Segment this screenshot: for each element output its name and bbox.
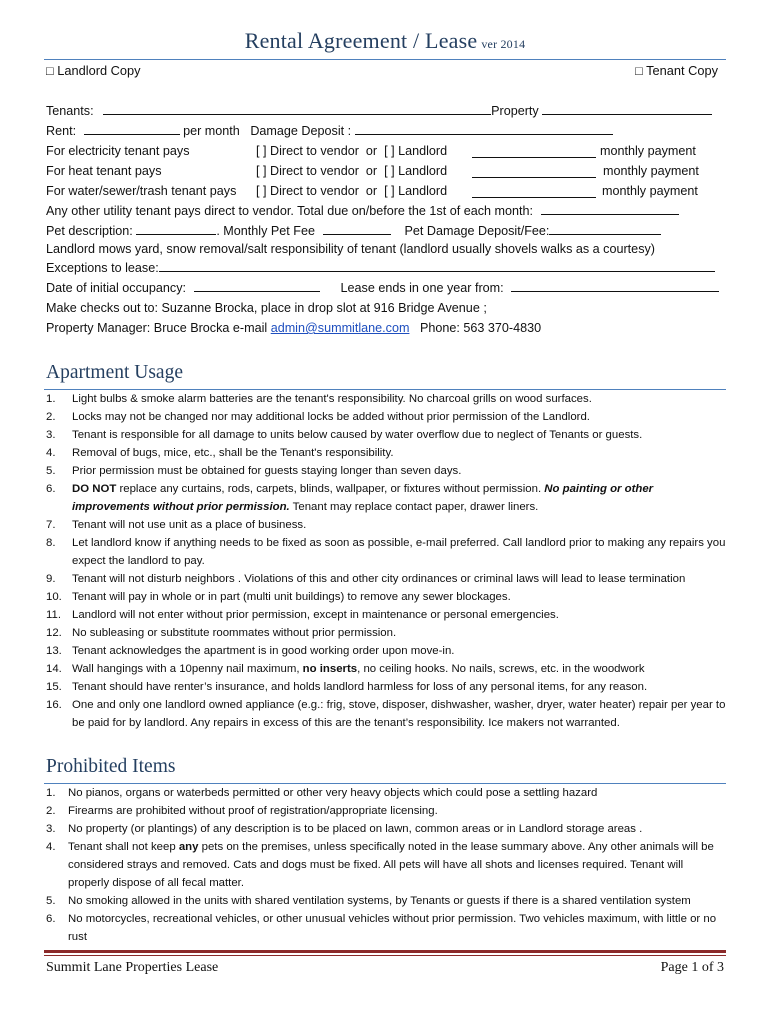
exceptions-label: Exceptions to lease: (46, 261, 159, 275)
occupancy-row (46, 278, 726, 298)
landlord-mows-row (46, 241, 726, 258)
usage-rule (46, 426, 726, 444)
property-label: Property (491, 104, 539, 118)
water-label: For water/sewer/trash tenant pays (46, 184, 237, 198)
rent-label: Rent: (46, 124, 77, 138)
list-text: Let landlord know if anything needs to be fixed as soon as possible, e-mail preferred. Call landlord prior to making any repairs you expect the landlord to pay. (72, 537, 726, 567)
email-link[interactable]: admin@summitlane.com (270, 321, 410, 335)
exceptions-field[interactable] (159, 258, 715, 272)
rent-field[interactable] (84, 121, 180, 135)
list-text: Tenant should have renter’s insurance, and holds landlord harmless for loss of any personal items, for any reason. (72, 681, 648, 693)
damage-deposit-field[interactable] (355, 121, 613, 135)
list-text: Wall hangings with a 10penny nail maximum, (72, 663, 303, 675)
usage-rule (46, 570, 726, 588)
usage-rule (46, 660, 726, 678)
list-emphasis: no inserts (302, 663, 358, 675)
prohibited-rule (46, 784, 726, 802)
list-text: No subleasing or substitute roommates without prior permission. (72, 627, 397, 639)
exceptions-row (46, 258, 726, 278)
electricity-label: For electricity tenant pays (46, 144, 190, 158)
title-divider (44, 59, 726, 60)
other-utility-row (46, 201, 726, 221)
usage-rule (46, 642, 726, 660)
list-number: 2. (46, 805, 56, 817)
pet-damage-label: Pet Damage Deposit/Fee: (404, 224, 550, 238)
lease-ends-label: Lease ends in one year from: (340, 281, 504, 295)
list-number: 7. (46, 519, 56, 531)
list-number: 5. (46, 465, 56, 477)
usage-rule (46, 444, 726, 462)
pet-description-field[interactable] (136, 221, 216, 235)
usage-rule (46, 624, 726, 642)
prohibited-rule (46, 820, 726, 838)
occupancy-label: Date of initial occupancy: (46, 281, 187, 295)
list-text: Light bulbs & smoke alarm batteries are the tenant's responsibility. No charcoal grills on wood surfaces. (72, 393, 592, 405)
phone-text: Phone: 563 370-4830 (419, 321, 542, 335)
list-number: 16. (46, 699, 62, 711)
water-row (46, 181, 726, 201)
list-number: 1. (46, 393, 56, 405)
property-manager-row (46, 318, 726, 338)
list-number: 6. (46, 483, 56, 495)
list-emphasis: DO NOT (72, 483, 117, 495)
electricity-amount-field[interactable] (472, 144, 596, 158)
page-title (0, 28, 770, 54)
usage-rule (46, 588, 726, 606)
footer-divider-thin (44, 955, 726, 956)
list-text: No pianos, organs or waterbeds permitted or other very heavy objects which could pose a settling hazard (68, 787, 598, 799)
list-number: 9. (46, 573, 56, 585)
list-number: 6. (46, 913, 56, 925)
list-text: Tenant is responsible for all damage to units below caused by water overflow due to neglect of Tenants or guests. (72, 429, 643, 441)
list-text: No property (or plantings) of any description is to be placed on lawn, common areas or in Landlord storage areas . (68, 823, 643, 835)
prohibited-rule (46, 892, 726, 910)
list-number: 14. (46, 663, 62, 675)
make-checks-text: Make checks out to: Suzanne Brocka, place in drop slot at 916 Bridge Avenue ; (46, 301, 487, 315)
list-number: 10. (46, 591, 62, 603)
list-number: 8. (46, 537, 56, 549)
tenants-label: Tenants: (46, 104, 94, 118)
list-emphasis: any (178, 841, 199, 853)
prohibited-rule (46, 910, 726, 946)
other-utility-label: Any other utility tenant pays direct to vendor. Total due on/before the 1st of each month: (46, 204, 534, 218)
list-number: 11. (46, 609, 61, 621)
electricity-monthly-label: monthly payment (600, 144, 696, 158)
list-text-tail: pets on the premises, unless specifically noted in the lease summary above. Any other animals will be considered strays and removed. Cats and dogs must be fixed. All pets will have all shots and licenses required. Tenant will properly dispose of all fecal matter. (68, 841, 714, 889)
tenants-row (46, 101, 726, 121)
title-text: Rental Agreement / Lease (244, 28, 478, 53)
electricity-vendor-option[interactable]: [ ] Direct to vendor or [ ] Landlord (256, 144, 448, 158)
occupancy-field[interactable] (194, 278, 320, 292)
monthly-pet-fee-label: . Monthly Pet Fee (216, 224, 316, 238)
list-number: 1. (46, 787, 56, 799)
list-text: Locks may not be changed nor may additional locks be added without prior permission of the Landlord. (72, 411, 590, 423)
list-text: Tenant will not disturb neighbors . Violations of this and other city ordinances or criminal laws will lead to lease termination (72, 573, 686, 585)
list-emphasis-italic: No painting or other improvements without prior permission. (72, 483, 654, 513)
list-text: Tenant will not use unit as a place of business. (72, 519, 307, 531)
usage-rule (46, 480, 726, 516)
heat-monthly-label: monthly payment (603, 164, 699, 178)
per-month-label: per month (183, 124, 240, 138)
usage-rule (46, 390, 726, 408)
apartment-usage-heading: Apartment Usage (46, 362, 183, 383)
list-text-tail: , no ceiling hooks. No nails, screws, etc. in the woodwork (357, 663, 645, 675)
usage-rule (46, 534, 726, 570)
footer-company: Summit Lane Properties Lease (46, 960, 219, 975)
list-number: 4. (46, 841, 56, 853)
rent-row (46, 121, 726, 141)
version-label: ver 2014 (481, 37, 526, 51)
list-number: 15. (46, 681, 62, 693)
heat-vendor-option[interactable]: [ ] Direct to vendor or [ ] Landlord (256, 164, 448, 178)
usage-rule (46, 678, 726, 696)
monthly-pet-fee-field[interactable] (323, 221, 391, 235)
prohibited-rule (46, 838, 726, 892)
list-number: 3. (46, 429, 56, 441)
usage-rule (46, 408, 726, 426)
pet-damage-field[interactable] (549, 221, 661, 235)
list-text-tail: Tenant may replace contact paper, drawer liners. (289, 501, 539, 513)
list-text: Tenant will pay in whole or in part (multi unit buildings) to remove any sewer blockages. (72, 591, 511, 603)
list-number: 2. (46, 411, 56, 423)
property-field[interactable] (542, 101, 712, 115)
usage-rule (46, 462, 726, 480)
list-text: No smoking allowed in the units with shared ventilation systems, by Tenants or guests if there is a shared ventilation system (68, 895, 691, 907)
list-text: Tenant shall not keep (68, 841, 179, 853)
water-monthly-label: monthly payment (602, 184, 698, 198)
damage-deposit-label: Damage Deposit : (250, 124, 352, 138)
list-number: 13. (46, 645, 62, 657)
list-number: 4. (46, 447, 56, 459)
heat-row (46, 161, 726, 181)
tenants-field[interactable] (103, 101, 491, 115)
lease-fields (46, 101, 726, 338)
list-number: 3. (46, 823, 56, 835)
landlord-copy-checkbox[interactable]: □ Landlord Copy (46, 63, 141, 78)
usage-rule (46, 606, 726, 624)
list-text: Prior permission must be obtained for guests staying longer than seven days. (72, 465, 462, 477)
list-text: Tenant acknowledges the apartment is in good working order upon move-in. (72, 645, 455, 657)
total-due-field[interactable] (541, 201, 679, 215)
electricity-row (46, 141, 726, 161)
lease-ends-field[interactable] (511, 278, 719, 292)
landlord-mows-text: Landlord mows yard, snow removal/salt responsibility of tenant (landlord usually shovels walks as a courtesy) (46, 242, 655, 256)
prohibited-items-list (46, 784, 726, 946)
list-text: replace any curtains, rods, carpets, blinds, wallpaper, or fixtures without permission. (116, 483, 545, 495)
tenant-copy-checkbox[interactable]: □ Tenant Copy (635, 63, 718, 78)
list-text: Removal of bugs, mice, etc., shall be the Tenant's responsibility. (72, 447, 394, 459)
usage-rule (46, 696, 726, 732)
prohibited-items-heading: Prohibited Items (46, 756, 176, 777)
make-checks-row (46, 298, 726, 318)
list-number: 12. (46, 627, 62, 639)
pet-row (46, 221, 726, 241)
list-text: No motorcycles, recreational vehicles, or other unusual vehicles without prior permission. Two vehicles maximum, with little or no rust (68, 913, 717, 943)
apartment-usage-list (46, 390, 726, 732)
water-amount-field[interactable] (472, 184, 596, 198)
property-manager-text: Property Manager: Bruce Brocka e-mail (46, 321, 268, 335)
heat-label: For heat tenant pays (46, 164, 162, 178)
prohibited-rule (46, 802, 726, 820)
usage-rule (46, 516, 726, 534)
heat-amount-field[interactable] (472, 164, 596, 178)
footer-divider-thick (44, 950, 726, 953)
water-vendor-option[interactable]: [ ] Direct to vendor or [ ] Landlord (256, 184, 448, 198)
list-text: Landlord will not enter without prior permission, except in maintenance or personal emergencies. (72, 609, 559, 621)
pet-description-label: Pet description: (46, 224, 133, 238)
list-number: 5. (46, 895, 56, 907)
list-text: Firearms are prohibited without proof of registration/appropriate licensing. (68, 805, 438, 817)
list-text: One and only one landlord owned appliance (e.g.: frig, stove, disposer, dishwasher, washer, dryer, water heater) repair per year to be paid for by landlord. Any repairs in excess of this are the tenant’s responsibility. Ice makers not warranted. (72, 699, 726, 729)
footer-page-number: Page 1 of 3 (660, 960, 724, 975)
